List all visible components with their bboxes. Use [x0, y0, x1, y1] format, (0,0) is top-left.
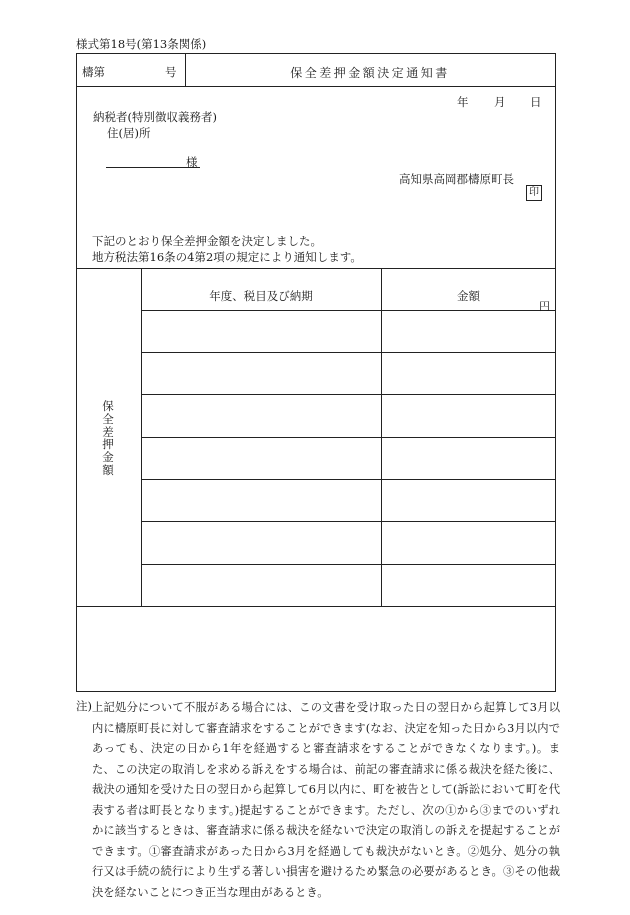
row-divider [141, 352, 556, 353]
amount-column-divider [381, 268, 382, 606]
date-year: 年 [457, 95, 469, 109]
form-frame [76, 53, 556, 692]
row-divider [141, 479, 556, 480]
table-bottom-divider [76, 606, 556, 607]
row-divider [141, 437, 556, 438]
row-divider [141, 394, 556, 395]
honorific: 様 [186, 155, 198, 169]
address-label: 住(居)所 [107, 126, 151, 140]
notice-line-2: 地方税法第16条の4第2項の規定により通知します。 [92, 250, 362, 264]
document-title: 保全差押金額決定通知書 [290, 66, 450, 80]
side-label-divider [141, 268, 142, 606]
seal-mark: 印 [526, 185, 542, 201]
document-number-label: 檮第 [82, 65, 105, 79]
yen-unit: 円 [539, 300, 550, 313]
column-header-period: 年度、税目及び納期 [209, 289, 313, 303]
form-code: 様式第18号(第13条関係) [76, 37, 207, 51]
date-day: 日 [530, 95, 542, 109]
note-mark: 注) [76, 699, 92, 713]
document-number-suffix: 号 [165, 65, 177, 79]
row-divider [141, 564, 556, 565]
row-divider [141, 521, 556, 522]
title-row-divider [76, 86, 556, 87]
notice-line-1: 下記のとおり保全差押金額を決定しました。 [92, 234, 322, 248]
table-header-divider [141, 310, 556, 311]
header-section-divider [76, 268, 556, 269]
taxpayer-label: 納税者(特別徴収義務者) [93, 110, 217, 124]
issuer-name: 高知県高岡郡檮原町長 [399, 172, 514, 186]
date-month: 月 [494, 95, 506, 109]
column-header-amount: 金額 [457, 289, 480, 303]
note-text: 上記処分について不服がある場合には、この文書を受け取った日の翌日から起算して3月以内に檮原町長に対して審査請求をすることができます(なお、決定を知った日から3月以内であっても、決定の日から1年を経過すると審査請求をすることができなくなります。)。また、この決定の取消しを求める訴えをする場合は、前記の審査請求に係る裁決を経た後に、裁決の通知を受けた日の翌日から起算して6月以内に、町を被告として(訴訟において町を代表する者は町長となります。)提起することができます。ただし、次の①から③までのいずれかに該当するときは、審査請求に係る裁決を経ないで決定の取消しの訴えを提起することができます。①審査請求があった日から3月を経過しても裁決がないとき。②処分、処分の執行又は手続の続行により生ずる著しい損害を避けるため緊急の必要があるとき。③その他裁決を経ないことにつき正当な理由があるとき。 [92, 701, 560, 899]
table-side-label: 保全差押金額 [102, 399, 114, 477]
